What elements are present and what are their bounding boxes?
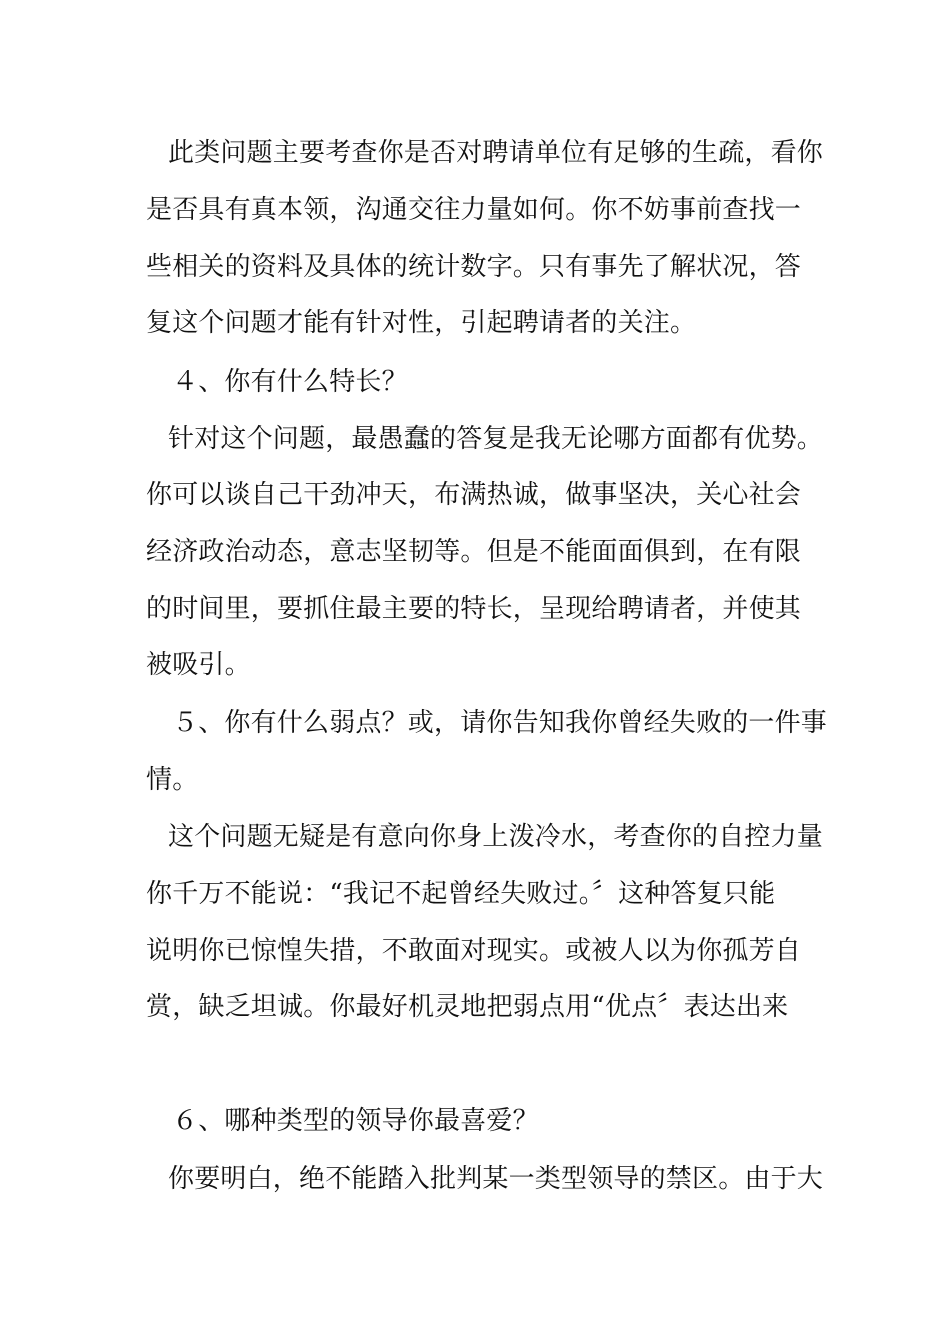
paragraph-line: 被吸引。 xyxy=(146,650,251,680)
paragraph-line: 些相关的资料及具体的统计数字。只有事先了解状况，答 xyxy=(146,252,802,282)
paragraph-line: 是否具有真本领，沟通交往力量如何。你不妨事前查找一 xyxy=(146,195,802,225)
paragraph-line: 你千万不能说：“我记不起曾经失败过。〞这种答复只能 xyxy=(146,879,776,909)
paragraph-line: 经济政治动态，意志坚韧等。但是不能面面俱到，在有限 xyxy=(146,537,802,567)
paragraph-line: 的时间里，要抓住最主要的特长，呈现给聘请者，并使其 xyxy=(146,594,802,624)
paragraph-line: 针对这个问题，最愚蠢的答复是我无论哪方面都有优势。 xyxy=(168,424,824,454)
paragraph-line: 你要明白，绝不能踏入批判某一类型领导的禁区。由于大 xyxy=(168,1164,824,1194)
paragraph-line: 此类问题主要考查你是否对聘请单位有足够的生疏，看你 xyxy=(168,138,824,168)
paragraph-line: 你可以谈自己干劲冲天，布满热诚，做事坚决，关心社会 xyxy=(146,480,802,510)
question-heading: ５、你有什么弱点？或，请你告知我你曾经失败的一件事 xyxy=(172,708,828,738)
paragraph-line: 复这个问题才能有针对性，引起聘请者的关注。 xyxy=(146,308,697,338)
paragraph-line: 赏，缺乏坦诚。你最好机灵地把弱点用“优点〞表达出来 xyxy=(146,992,789,1022)
question-heading: ６、哪种类型的领导你最喜爱？ xyxy=(172,1106,539,1136)
paragraph-line: 这个问题无疑是有意向你身上泼冷水，考查你的自控力量 xyxy=(168,822,824,852)
paragraph-line: 说明你已惊惶失措，不敢面对现实。或被人以为你孤芳自 xyxy=(146,936,802,966)
question-heading: ４、你有什么特长？ xyxy=(172,367,408,397)
question-heading-continuation: 情。 xyxy=(146,765,199,795)
